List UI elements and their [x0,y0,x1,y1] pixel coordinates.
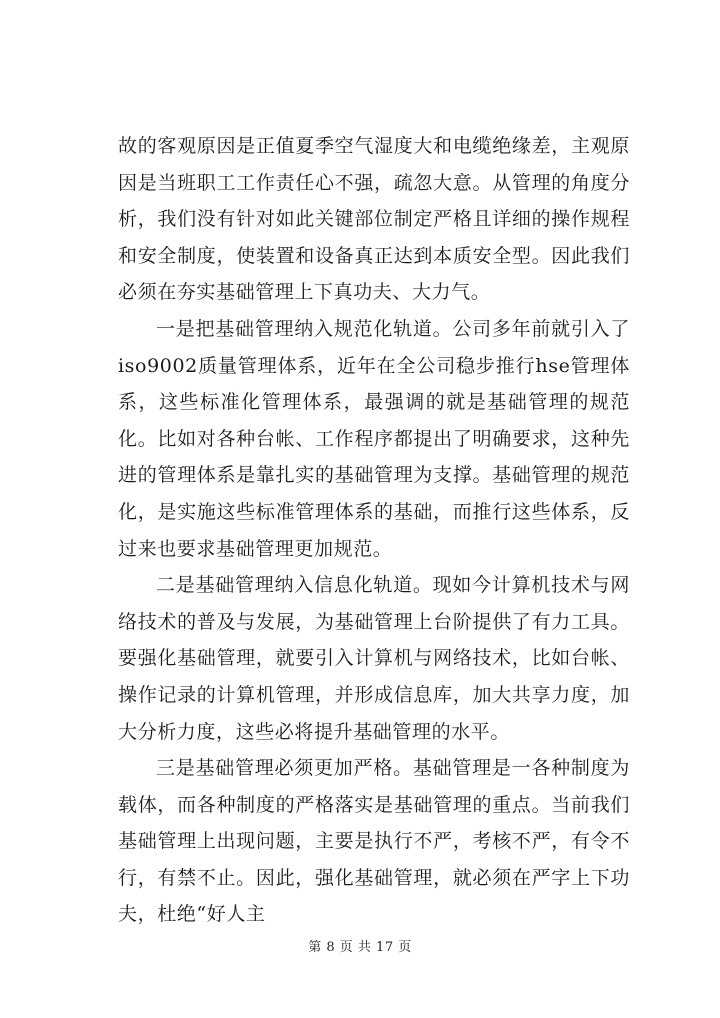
paragraph-4: 三是基础管理必须更加严格。基础管理是一各种制度为载体，而各种制度的严格落实是基础管理的重点。当前我们基础管理上出现问题，主要是执行不严，考核不严，有令不行，有禁不止。因此，强化基础管理，就必须在严字上下功夫，杜绝“好人主 [118,757,630,926]
document-body [118,128,630,933]
paragraph-2: 一是把基础管理纳入规范化轨道。公司多年前就引入了iso9002质量管理体系，近年在全公司稳步推行hse管理体系，这些标准化管理体系，最强调的就是基础管理的规范化。比如对各种台帐、工作程序都提出了明确要求，这种先进的管理体系是靠扎实的基础管理为支撑。基础管理的规范化，是实施这些标准管理体系的基础，而推行这些体系，反过来也要求基础管理更加规范。 [118,317,630,560]
paragraph-1: 故的客观原因是正值夏季空气湿度大和电缆绝缘差，主观原因是当班职工工作责任心不强，疏忽大意。从管理的角度分析，我们没有针对如此关键部位制定严格且详细的操作规程和安全制度，使装置和设备真正达到本质安全型。因此我们必须在夯实基础管理上下真功夫、大力气。 [118,135,630,304]
paragraph-3: 二是基础管理纳入信息化轨道。现如今计算机技术与网络技术的普及与发展，为基础管理上台阶提供了有力工具。要强化基础管理，就要引入计算机与网络技术，比如台帐、操作记录的计算机管理，并形成信息库，加大共享力度，加大分析力度，这些必将提升基础管理的水平。 [118,574,630,743]
page-footer: 第 8 页 共 17 页 [308,940,412,955]
